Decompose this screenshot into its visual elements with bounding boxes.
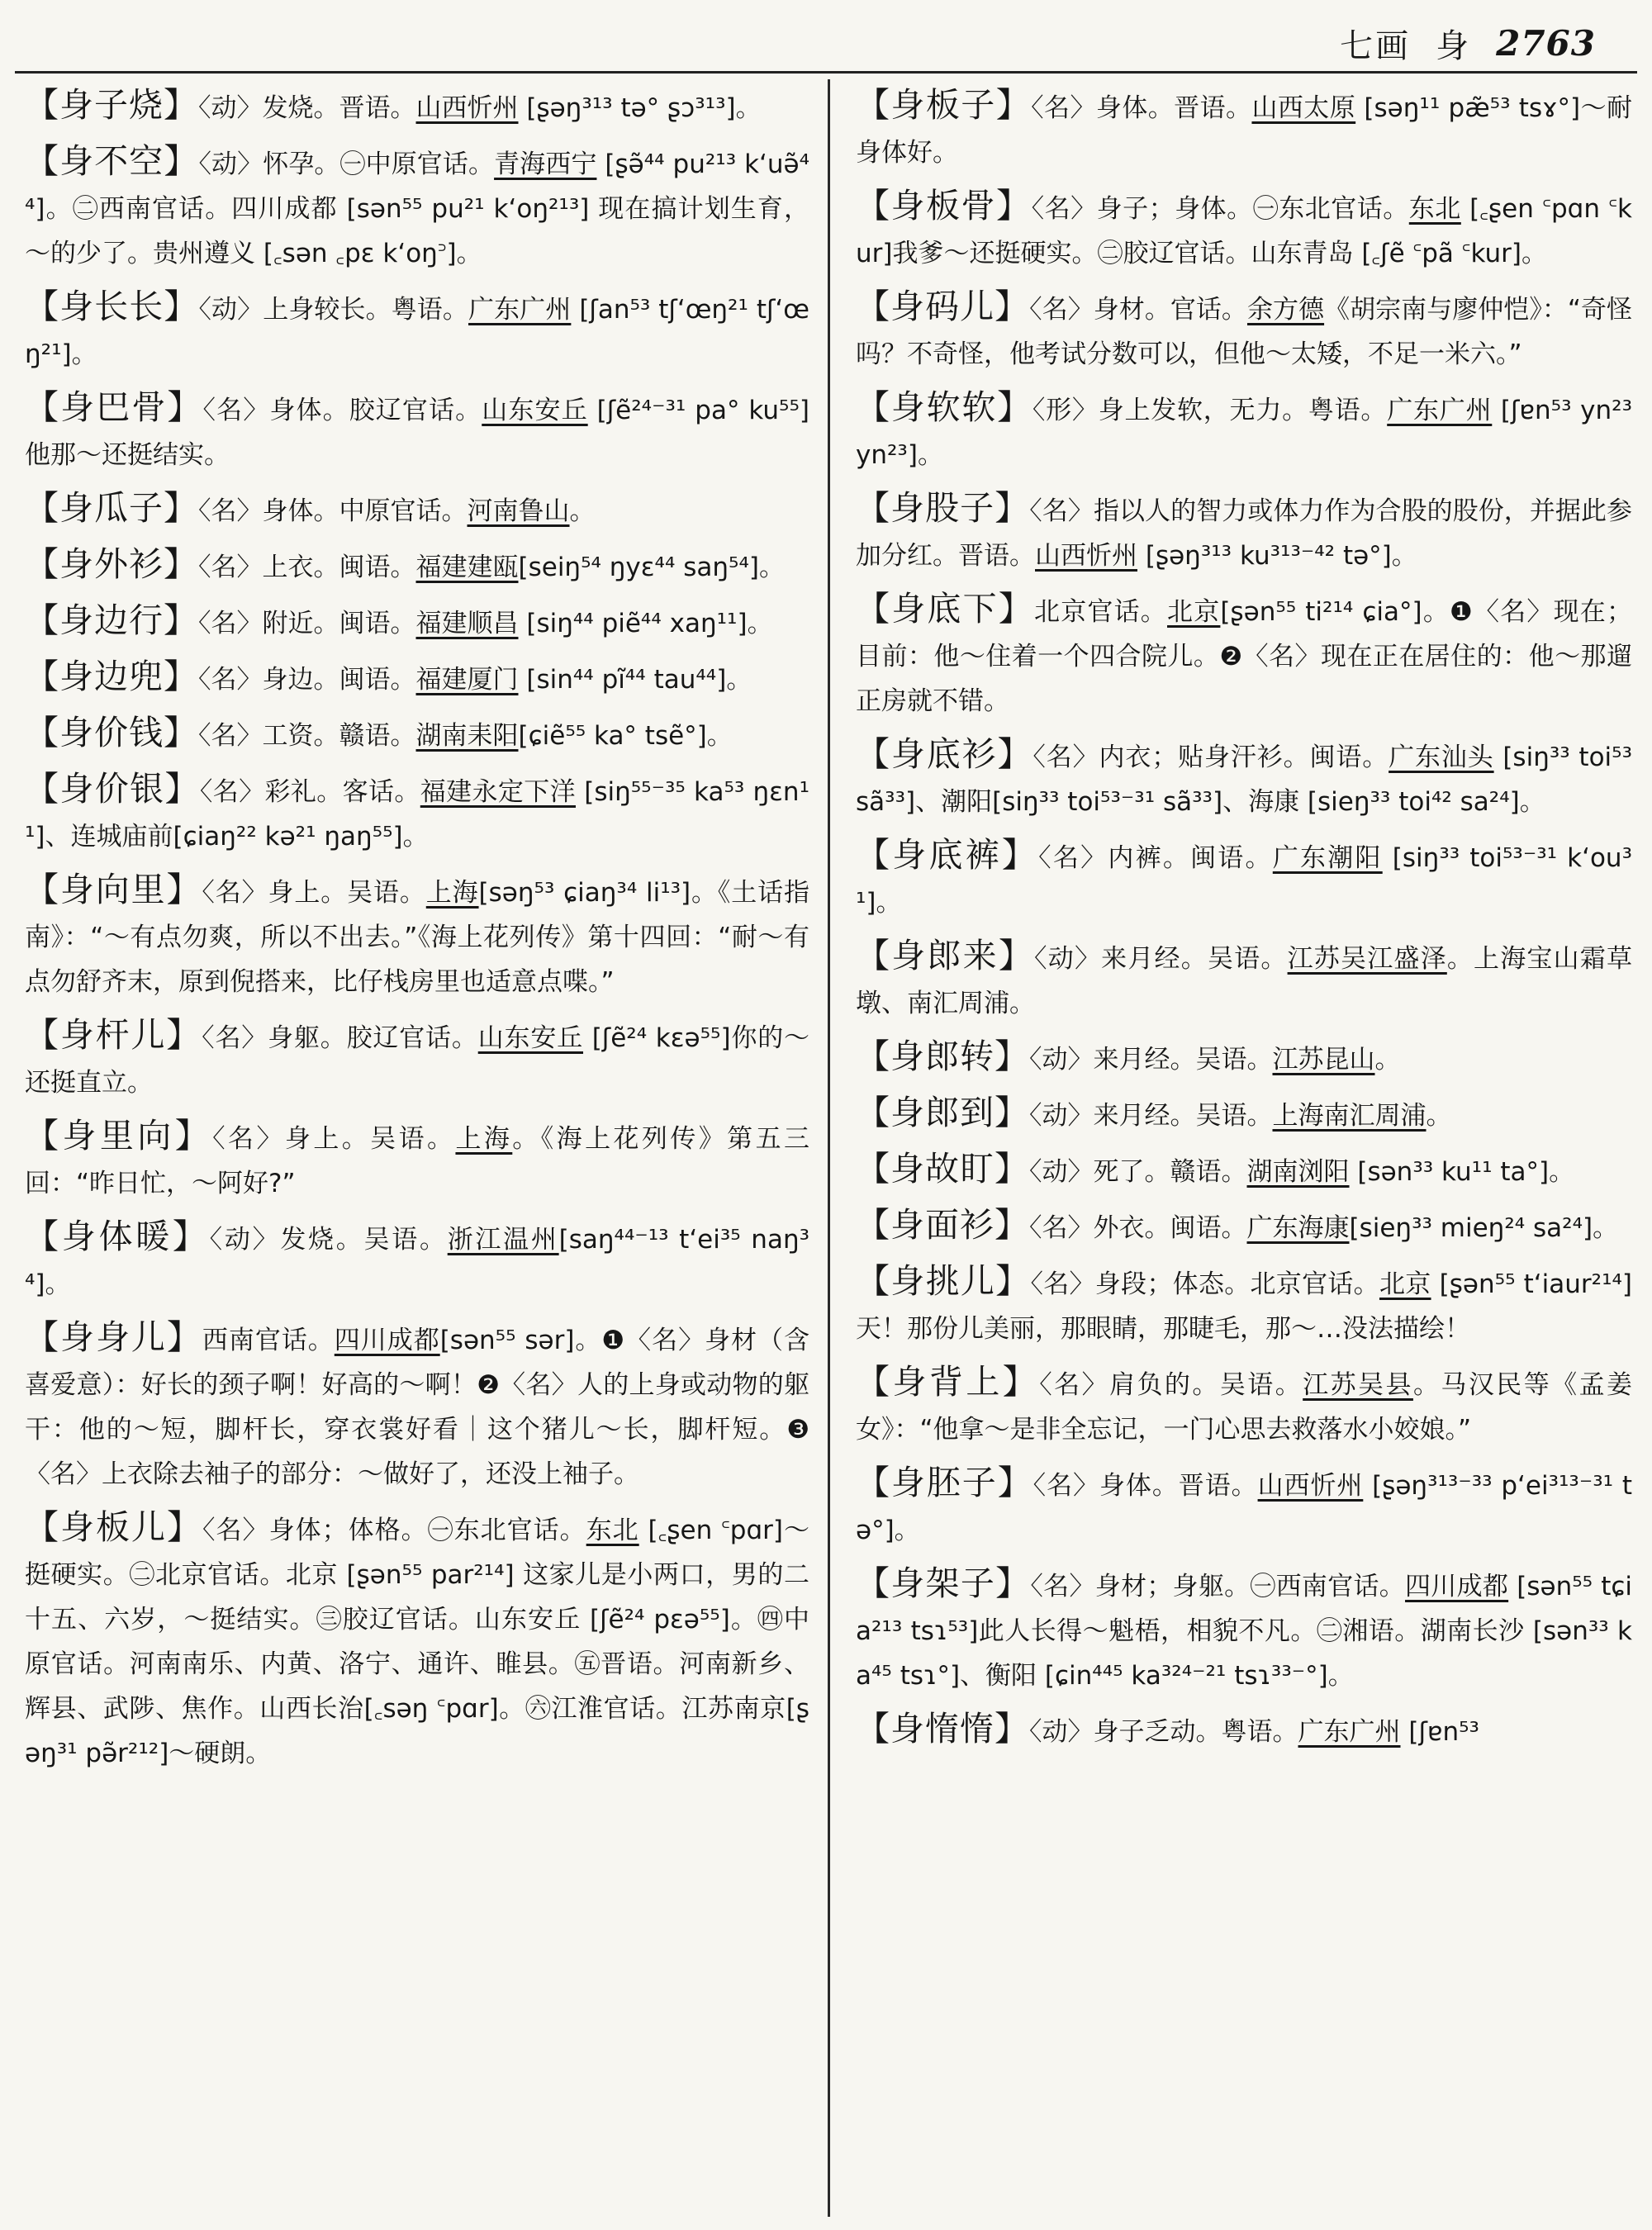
dictionary-entry: [25, 385, 809, 477]
dictionary-entry: [25, 654, 809, 702]
definition: 北京官话。: [1034, 597, 1167, 627]
definition: 〈动〉来月经。吴语。: [1029, 1101, 1273, 1131]
location-underlined: 广东海康: [1246, 1213, 1350, 1243]
definition: 〈名〉外衣。闽语。: [1029, 1213, 1247, 1243]
headword: 【身底裤】: [856, 835, 1039, 875]
headword: 【身里向】: [25, 1116, 213, 1155]
dictionary-entry: [856, 1359, 1632, 1452]
definition: 〈名〉附近。闽语。: [198, 609, 416, 638]
entry-remainder: [səŋ¹¹ pæ̃⁵³ tsɤ°]～耐身体好。: [856, 93, 1632, 168]
entry-remainder: [sən⁵⁵ sər]。❶〈名〉身材（含喜爱意）：好长的颈子啊！好高的～啊！❷〈名〉人的上身或动物的躯干：他的～短，脚杆长，穿衣裳好看｜这个猪儿～长，脚杆短。❸〈名〉上衣除去袖子的部分：～做好了，还没上袖子。: [25, 1326, 809, 1489]
right-column: [856, 83, 1632, 2222]
entry-remainder: 。马汉民等《孟姜女》：“他拿～是非全忘记，一门心思去救落水小姣娘。”: [856, 1370, 1632, 1445]
location-underlined: 广东广州: [1298, 1717, 1401, 1747]
headword: 【身外衫】: [25, 544, 198, 584]
dictionary-entry: [856, 1561, 1632, 1698]
dictionary-entry: [856, 1203, 1632, 1250]
dictionary-entry: [25, 1315, 809, 1497]
entry-remainder: 。: [1374, 1045, 1401, 1075]
entry-remainder: [seiŋ⁵⁴ ŋyɛ⁴⁴ saŋ⁵⁴]。: [518, 553, 785, 582]
location-underlined: 湖南耒阳: [415, 721, 519, 751]
headword: 【身价银】: [25, 769, 200, 809]
definition: 〈名〉彩礼。客话。: [199, 777, 420, 807]
entry-remainder: 《胡宗南与廖仲恺》：“奇怪吗？不奇怪，他考试分数可以，但他～太矮，不足一米六。”: [856, 295, 1632, 369]
dictionary-entry: [856, 83, 1632, 175]
definition: 〈动〉来月经。吴语。: [1029, 1045, 1273, 1075]
definition: 〈动〉上身较长。粤语。: [198, 295, 468, 325]
definition: 〈动〉发烧。吴语。: [209, 1225, 448, 1255]
location-underlined: 山东安丘: [477, 1023, 584, 1053]
definition: 〈名〉身躯。胶辽官话。: [202, 1023, 478, 1053]
entry-remainder: [ɕiẽ⁵⁵ ka° tsẽ°]。: [518, 721, 733, 751]
dictionary-entry: [25, 486, 809, 534]
headword: 【身巴骨】: [25, 387, 203, 427]
dictionary-entry: [856, 486, 1632, 578]
location-underlined: 山西忻州: [415, 93, 519, 123]
headword: 【身身儿】: [25, 1317, 202, 1357]
definition: 〈名〉身子；身体。㊀东北官话。: [1031, 194, 1409, 224]
dictionary-entry: [856, 1259, 1632, 1351]
location-underlined: 广东潮阳: [1272, 843, 1383, 873]
location-underlined: 广东广州: [1387, 396, 1493, 425]
headword: 【身板儿】: [25, 1507, 203, 1547]
location-underlined: 河南鲁山: [467, 496, 570, 526]
entry-remainder: [꜀ʂen ꜂pɑn ꜂kur]我爹～还挺硬实。㊁胶辽官话。山东青岛 [꜀ʃẽ ꜂pã ꜂kur]。: [856, 194, 1632, 268]
dictionary-entry: [25, 1113, 809, 1206]
dictionary-entry: [25, 1505, 809, 1776]
headword: 【身郎到】: [856, 1093, 1029, 1132]
headword: 【身惰惰】: [856, 1709, 1029, 1748]
page-header: [1340, 18, 1596, 68]
dictionary-entry: [25, 139, 809, 276]
location-underlined: 北京: [1379, 1269, 1431, 1299]
dictionary-entry: [856, 385, 1632, 477]
definition: 〈名〉身体。晋语。: [1032, 1471, 1258, 1501]
headword: 【身子烧】: [25, 85, 198, 125]
headword: 【身码儿】: [856, 287, 1030, 326]
definition: 〈动〉死了。赣语。: [1029, 1157, 1247, 1187]
definition: 〈名〉身体。中原官话。: [198, 496, 468, 526]
location-underlined: 山西忻州: [1257, 1471, 1364, 1501]
headword: 【身长长】: [25, 287, 199, 326]
entry-remainder: [siŋ³³ toi⁵³⁻³¹ kʻou³¹]。: [856, 843, 1632, 918]
entry-remainder: 。: [1426, 1101, 1452, 1131]
location-underlined: 浙江温州: [447, 1225, 559, 1255]
entry-remainder: 。: [569, 496, 596, 526]
location-underlined: 山西太原: [1251, 93, 1356, 123]
headword: 【身胚子】: [856, 1463, 1033, 1502]
headword: 【身郎转】: [856, 1037, 1029, 1076]
location-underlined: 北京: [1167, 597, 1221, 627]
location-underlined: 青海西宁: [494, 149, 597, 179]
definition: 〈名〉内裤。闽语。: [1038, 843, 1273, 873]
definition: 〈名〉工资。赣语。: [198, 721, 416, 751]
location-underlined: 福建建瓯: [415, 553, 519, 582]
definition: 〈动〉怀孕。㊀中原官话。: [198, 149, 495, 179]
location-underlined: 广东汕头: [1389, 743, 1494, 772]
definition: 西南官话。: [202, 1326, 335, 1355]
definition: 〈动〉身子乏动。粤语。: [1029, 1717, 1298, 1747]
definition: 〈动〉来月经。吴语。: [1034, 944, 1288, 974]
headword: 【身郎来】: [856, 936, 1035, 975]
definition: 〈名〉上衣。闽语。: [198, 553, 416, 582]
location-underlined: 四川成都: [334, 1326, 440, 1355]
entry-remainder: [ʃɐn⁵³: [1400, 1717, 1479, 1747]
dictionary-entry: [856, 284, 1632, 377]
dictionary-entry: [856, 833, 1632, 925]
left-column: [25, 83, 809, 2222]
entry-remainder: [sieŋ³³ mieŋ²⁴ sa²⁴]。: [1349, 1213, 1619, 1243]
entry-remainder: [ʃɐn⁵³ yn²³ yn²³]。: [856, 396, 1632, 470]
entry-remainder: [ʃan⁵³ tʃʻœŋ²¹ tʃʻœŋ²¹]。: [25, 295, 809, 369]
dictionary-entry: [856, 1034, 1632, 1082]
headword: 【身体暖】: [25, 1217, 210, 1256]
dictionary-entry: [25, 284, 809, 377]
page-number: 2763: [1496, 22, 1596, 64]
headword: 【身底衫】: [856, 734, 1033, 774]
dictionary-entry: [25, 542, 809, 590]
definition: 〈名〉身体。晋语。: [1031, 93, 1252, 123]
entry-remainder: [siŋ⁵⁵⁻³⁵ ka⁵³ ŋɛn¹¹]、连城庙前[ɕiaŋ²² kə²¹ ŋaŋ⁵⁵]。: [25, 777, 809, 852]
entry-remainder: [sən³³ ku¹¹ ta°]。: [1349, 1157, 1575, 1187]
location-underlined: 上海: [455, 1124, 513, 1154]
location-underlined: 湖南浏阳: [1246, 1157, 1350, 1187]
location-underlined: 福建永定下洋: [420, 777, 576, 807]
definition: 〈名〉身上。吴语。: [212, 1124, 456, 1154]
headword: 【身板骨】: [856, 186, 1032, 225]
dictionary-entry: [25, 1214, 809, 1307]
location-underlined: 福建顺昌: [415, 609, 519, 638]
section-label: 七画: [1340, 26, 1412, 65]
entry-remainder: [ʂən⁵⁵ tʻiaur²¹⁴] 天！那份儿美丽，那眼睛，那睫毛，那～…没法描绘！: [856, 1269, 1632, 1344]
definition: 〈名〉身体。胶辽官话。: [202, 396, 482, 425]
headword: 【身不空】: [25, 141, 199, 181]
location-underlined: 山东安丘: [482, 396, 588, 425]
location-underlined: 广东广州: [468, 295, 572, 325]
dictionary-entry: [856, 183, 1632, 276]
definition: 〈动〉发烧。晋语。: [198, 93, 416, 123]
headword: 【身板子】: [856, 85, 1032, 125]
definition: 〈名〉身材；身躯。㊀西南官话。: [1030, 1572, 1406, 1601]
headword: 【身背上】: [856, 1362, 1040, 1402]
location-underlined: 东北: [586, 1516, 639, 1545]
definition: 〈形〉身上发软，无力。粤语。: [1032, 396, 1388, 425]
dictionary-entry: [856, 1706, 1632, 1754]
entry-remainder: [sən⁵⁵ tɕia²¹³ tsɿ⁵³]此人长得～魁梧，相貌不凡。㊁湘语。湖南长沙 [sən³³ ka⁴⁵ tsɿ°]、衡阳 [ɕin⁴⁴⁵ ka³²⁴⁻²¹ tsɿ³³⁻°]。: [856, 1572, 1632, 1691]
definition: 〈名〉内衣；贴身汗衫。闽语。: [1032, 743, 1389, 772]
entry-remainder: 。《海上花列传》第五三回：“昨日忙，～阿好?”: [25, 1124, 809, 1198]
entry-remainder: [saŋ⁴⁴⁻¹³ tʻei³⁵ naŋ³⁴]。: [25, 1225, 809, 1299]
entry-remainder: [siŋ³³ toi⁵³ sã³³]、潮阳[siŋ³³ toi⁵³⁻³¹ sã³³]、海康 [sieŋ³³ toi⁴² sa²⁴]。: [856, 743, 1632, 817]
location-underlined: 四川成都: [1405, 1572, 1509, 1601]
dictionary-entry: [856, 933, 1632, 1026]
dictionary-entry: [25, 766, 809, 859]
headword: 【身向里】: [25, 870, 202, 909]
entry-remainder: [꜀ʂen ꜂pɑr]～挺硬实。㊁北京官话。北京 [ʂən⁵⁵ par²¹⁴] 这家儿是小两口，男的二十五、六岁，～挺结实。㊂胶辽官话。山东安丘 [ʃẽ²⁴ pɛə⁵⁵]。㊃中原官话。河南南乐、内黄、洛宁、通许、睢县。㊄晋语。河南新乡、辉县、武陟、焦作。山西长治[꜀səŋ ꜂pɑr]。㊅江淮官话。江苏南京[ʂəŋ³¹ pə̃r²¹²]～硬朗。: [25, 1516, 809, 1768]
definition: 〈名〉指以人的智力或体力作为合股的股份，并据此参加分红。晋语。: [856, 496, 1632, 571]
dictionary-entry: [856, 586, 1632, 724]
entry-remainder: [ʃẽ²⁴⁻³¹ pa° ku⁵⁵]他那～还挺结实。: [25, 396, 809, 470]
entry-remainder: [ʃẽ²⁴ kɛə⁵⁵]你的～还挺直立。: [25, 1023, 809, 1098]
entry-remainder: [ʂəŋ³¹³⁻³³ pʻei³¹³⁻³¹ tə°]。: [856, 1471, 1632, 1545]
location-underlined: 山西忻州: [1035, 541, 1137, 571]
dictionary-entry: [25, 1013, 809, 1105]
entry-remainder: [ʂəŋ³¹³ ku³¹³⁻⁴² tə°]。: [1137, 541, 1417, 571]
dictionary-entry: [25, 598, 809, 646]
dictionary-entry: [856, 1460, 1632, 1553]
definition: 〈名〉身材。官话。: [1029, 295, 1247, 325]
definition: 〈名〉身段；体态。北京官话。: [1030, 1269, 1379, 1299]
headword: 【身瓜子】: [25, 488, 198, 528]
definition: 〈名〉身边。闽语。: [198, 665, 416, 695]
location-underlined: 江苏昆山: [1272, 1045, 1375, 1075]
headword: 【身杆儿】: [25, 1015, 202, 1055]
header-character: 身: [1436, 26, 1472, 65]
headword: 【身股子】: [856, 488, 1030, 528]
entry-remainder: [siŋ⁴⁴ piẽ⁴⁴ xaŋ¹¹]。: [518, 609, 773, 638]
dictionary-entry: [25, 710, 809, 758]
headword: 【身边行】: [25, 600, 198, 640]
definition: 〈名〉肩负的。吴语。: [1039, 1370, 1303, 1400]
definition: 〈名〉身体；体格。㊀东北官话。: [202, 1516, 586, 1545]
entry-remainder: [ʂə̃⁴⁴ pu²¹³ kʻuə̃⁴⁴]。㊁西南官话。四川成都 [sən⁵⁵ pu²¹ kʻoŋ²¹³] 现在搞计划生育，～的少了。贵州遵义 [꜀sən ꜀pɛ kʻoŋ꜄]。: [25, 149, 809, 268]
entry-remainder: [ʂən⁵⁵ ti²¹⁴ ɕia°]。❶〈名〉现在；目前：他～住着一个四合院儿。❷〈名〉现在正在居住的：他～那遛正房就不错。: [856, 597, 1632, 716]
dictionary-entry: [25, 83, 809, 130]
headword: 【身故盯】: [856, 1149, 1029, 1189]
dictionary-entry: [25, 867, 809, 1004]
entry-remainder: [ʂəŋ³¹³ tə° ʂɔ³¹³]。: [518, 93, 762, 123]
location-underlined: 余方德: [1246, 295, 1325, 325]
headword: 【身价钱】: [25, 713, 198, 752]
dictionary-entry: [856, 1146, 1632, 1194]
headword: 【身底下】: [856, 589, 1034, 629]
headword: 【身边兜】: [25, 657, 198, 696]
location-underlined: 江苏吴县: [1303, 1370, 1413, 1400]
column-divider: [828, 79, 830, 2217]
dictionary-entry: [856, 732, 1632, 824]
headword: 【身挑儿】: [856, 1261, 1031, 1301]
entry-remainder: [sin⁴⁴ pĩ⁴⁴ tau⁴⁴]。: [518, 665, 752, 695]
header-rule: [15, 71, 1637, 74]
entry-remainder: 。上海宝山霜草墩、南汇周浦。: [856, 944, 1632, 1018]
headword: 【身软软】: [856, 387, 1032, 427]
definition: 〈名〉身上。吴语。: [202, 878, 426, 908]
headword: 【身面衫】: [856, 1205, 1029, 1245]
location-underlined: 东北: [1408, 194, 1461, 224]
location-underlined: 福建厦门: [415, 665, 519, 695]
entry-remainder: [səŋ⁵³ ɕiaŋ³⁴ li¹³]。《土话指南》：“～有点勿爽，所以不出去。”《海上花列传》第十四回：“耐～有点勿舒齐末，原到倪搭来，比仔栈房里也适意点喋。”: [25, 878, 809, 997]
location-underlined: 上海: [425, 878, 479, 908]
location-underlined: 上海南汇周浦: [1272, 1101, 1427, 1131]
dictionary-entry: [856, 1090, 1632, 1138]
location-underlined: 江苏吴江盛泽: [1287, 944, 1447, 974]
headword: 【身架子】: [856, 1563, 1031, 1603]
